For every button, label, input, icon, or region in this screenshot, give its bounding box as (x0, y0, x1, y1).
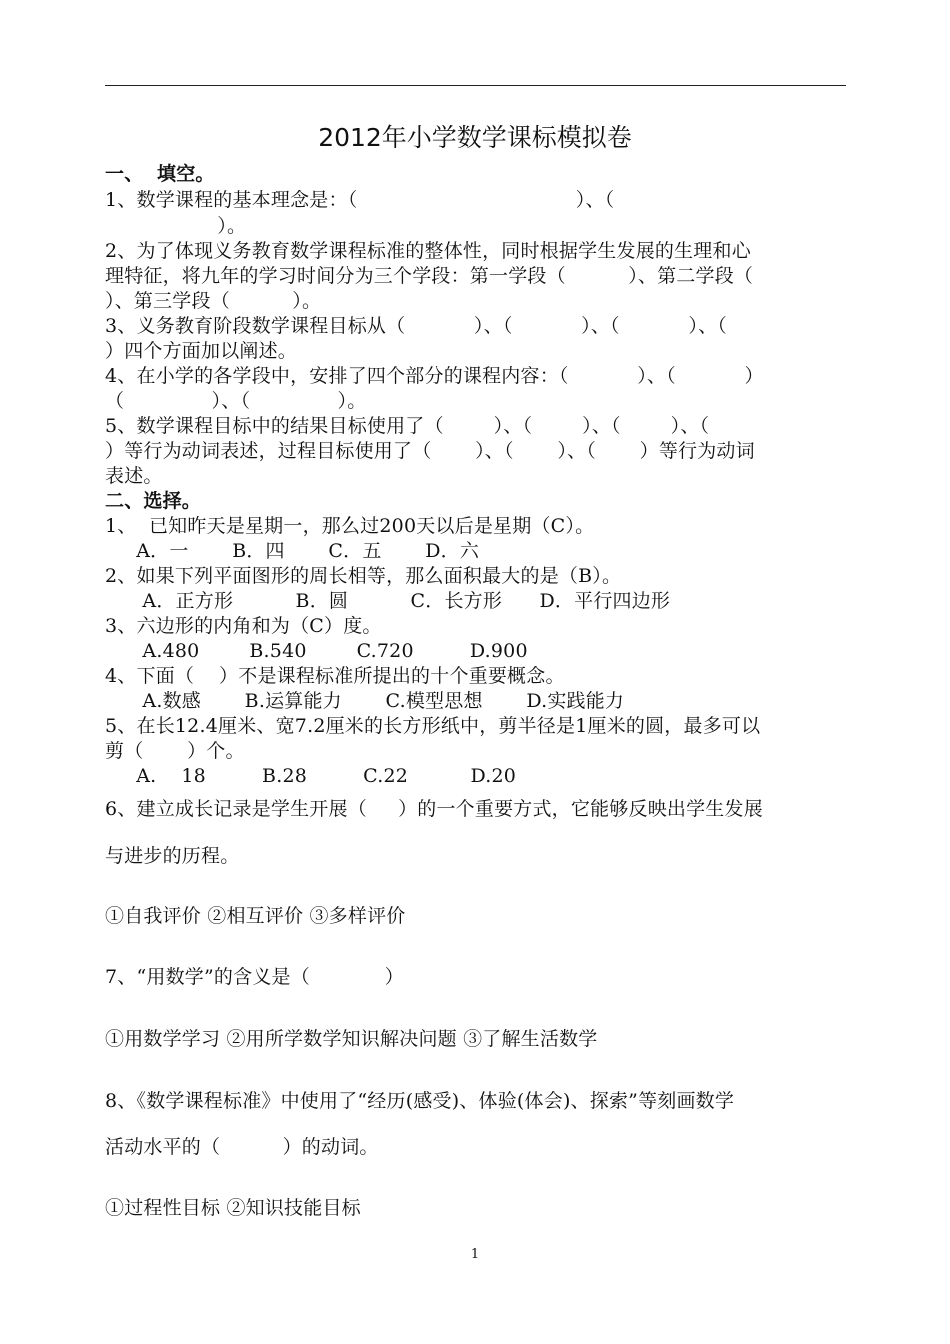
fill-line: ）。 (105, 215, 247, 237)
page-number: 1 (470, 1247, 480, 1262)
fill-line: 2、为了体现义务教育数学课程标准的整体性，同时根据学生发展的生理和心 (105, 240, 751, 262)
fill-line: ）四个方面加以阐述。 (105, 340, 298, 362)
choice-line: 活动水平的（ ）的动词。 (105, 1136, 379, 1158)
choice-line: 6、建立成长记录是学生开展（ ）的一个重要方式，它能够反映出学生发展 (105, 798, 763, 820)
section-heading-choice: 二、选择。 (105, 490, 202, 512)
choice-options: ①过程性目标 ②知识技能目标 (105, 1197, 361, 1219)
choice-line: 3、六边形的内角和为（C）度。 (105, 615, 382, 637)
choice-options: ①自我评价 ②相互评价 ③多样评价 (105, 905, 406, 927)
fill-line: ）等行为动词表述，过程目标使用了（ ）、（ ）、（ ）等行为动词 (105, 440, 755, 462)
page-title: 2012年小学数学课标模拟卷 (318, 123, 632, 152)
choice-line: A.480 B.540 C.720 D.900 (105, 640, 528, 662)
choice-line: A. 18 B.28 C.22 D.20 (105, 765, 517, 787)
fill-line: （ ）、（ ）。 (105, 390, 367, 412)
fill-line: 表述。 (105, 465, 163, 487)
choice-line: 剪（ ）个。 (105, 740, 245, 762)
choice-line: 4、下面（ ）不是课程标准所提出的十个重要概念。 (105, 665, 565, 687)
choice-line: 5、在长12.4厘米、宽7.2厘米的长方形纸中，剪半径是1厘米的圆，最多可以 (105, 715, 761, 737)
fill-line: 5、数学课程目标中的结果目标使用了（ ）、（ ）、（ ）、（ (105, 415, 710, 437)
fill-line: ）、第三学段（ ）。 (105, 290, 322, 312)
section-heading-fill-blank: 一、 填空。 (105, 163, 215, 185)
fill-line: 4、在小学的各学段中，安排了四个部分的课程内容：（ ）、（ ） (105, 365, 764, 387)
choice-line: 8、《数学课程标准》中使用了“经历(感受)、体验(体会)、探索”等刻画数学 (105, 1090, 735, 1112)
choice-line: 2、如果下列平面图形的周长相等，那么面积最大的是（B）。 (105, 565, 622, 587)
choice-line: 与进步的历程。 (105, 845, 240, 867)
fill-line: 1、数学课程的基本理念是：（ ）、（ (105, 189, 615, 211)
fill-line: 3、义务教育阶段数学课程目标从（ ）、（ ）、（ ）、（ (105, 315, 727, 337)
choice-line: A．正方形 B．圆 C．长方形 D．平行四边形 (105, 590, 671, 612)
choice-line: A．一 B．四 C．五 D．六 (105, 540, 480, 562)
choice-line: 7、“用数学”的含义是（ ） (105, 966, 404, 988)
choice-options: ①用数学学习 ②用所学数学知识解决问题 ③了解生活数学 (105, 1028, 598, 1050)
choice-line: A.数感 B.运算能力 C.模型思想 D.实践能力 (105, 690, 625, 712)
header-rule (105, 85, 846, 86)
choice-line: 1、 已知昨天是星期一，那么过200天以后是星期（C）。 (105, 515, 595, 537)
fill-line: 理特征，将九年的学习时间分为三个学段：第一学段（ ）、第二学段（ (105, 265, 754, 287)
